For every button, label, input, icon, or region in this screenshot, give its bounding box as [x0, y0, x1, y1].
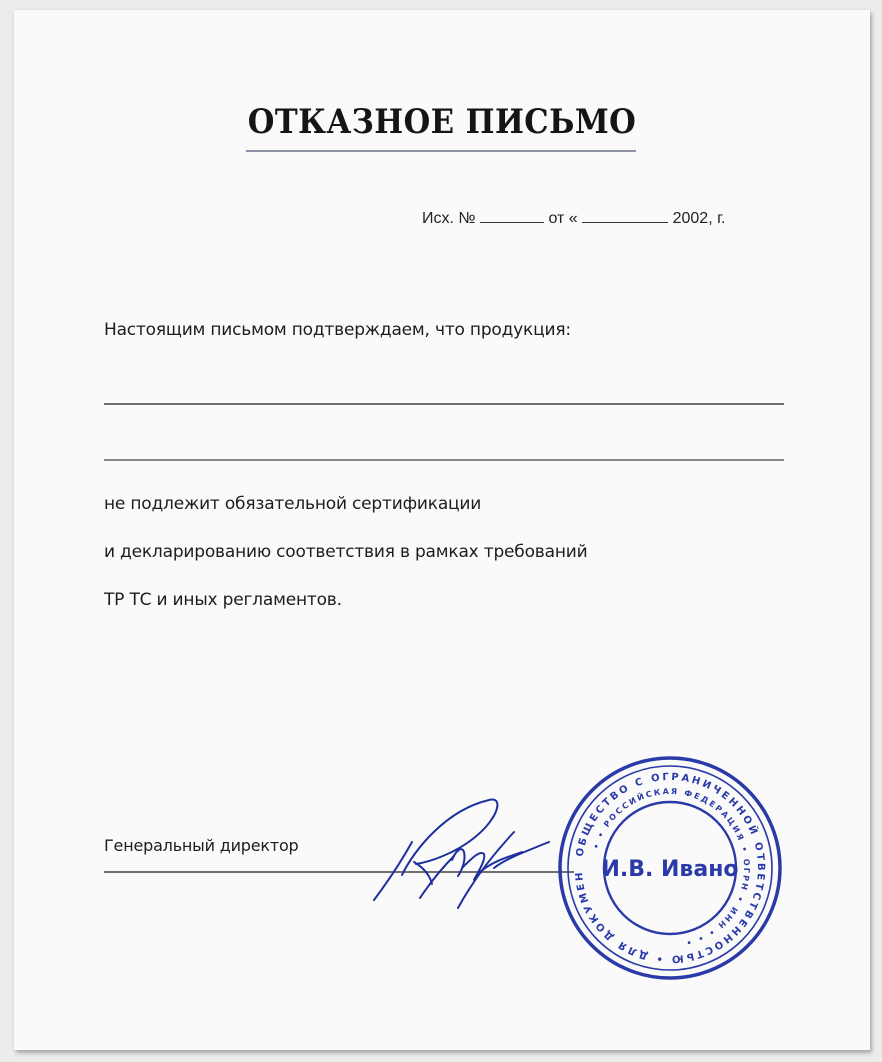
- svg-text:И.В. Ивано: И.В. Ивано: [601, 857, 739, 882]
- document-title: ОТКАЗНОЕ ПИСЬМО: [247, 102, 637, 142]
- statement-line-1: не подлежит обязательной сертификации: [104, 494, 482, 514]
- svg-text:• • РОССИЙСКАЯ ФЕДЕРАЦИЯ • ОГР: • • РОССИЙСКАЯ ФЕДЕРАЦИЯ • ОГРН • ИНН • • •: [591, 786, 752, 948]
- title-underline: [246, 150, 636, 152]
- reference-date-blank: [582, 208, 668, 223]
- signature-icon: [354, 790, 554, 920]
- reference-number-blank: [480, 208, 544, 223]
- statement-line-2: и декларированию соответствия в рамках требований: [104, 542, 588, 562]
- signature-position-label: Генеральный директор: [104, 836, 299, 855]
- reference-prefix: Исх. №: [422, 210, 476, 227]
- product-line-2: [104, 459, 784, 461]
- stamp-icon: [549, 745, 785, 983]
- reference-year: 2002, г.: [672, 210, 726, 227]
- reference-from-label: от «: [548, 210, 578, 227]
- svg-text:ОБЩЕСТВО С ОГРАНИЧЕННОЙ ОТВЕТС: ОБЩЕСТВО С ОГРАНИЧЕННОЙ ОТВЕТСТВЕННОСТЬЮ • ДЛЯ ДОКУМЕНТОВ •: [549, 745, 767, 965]
- intro-text: Настоящим письмом подтверждаем, что продукция:: [104, 320, 571, 340]
- document-page: [14, 10, 870, 1050]
- product-line-1: [104, 403, 784, 405]
- statement-line-3: ТР ТС и иных регламентов.: [104, 590, 342, 610]
- reference-line: [422, 208, 725, 228]
